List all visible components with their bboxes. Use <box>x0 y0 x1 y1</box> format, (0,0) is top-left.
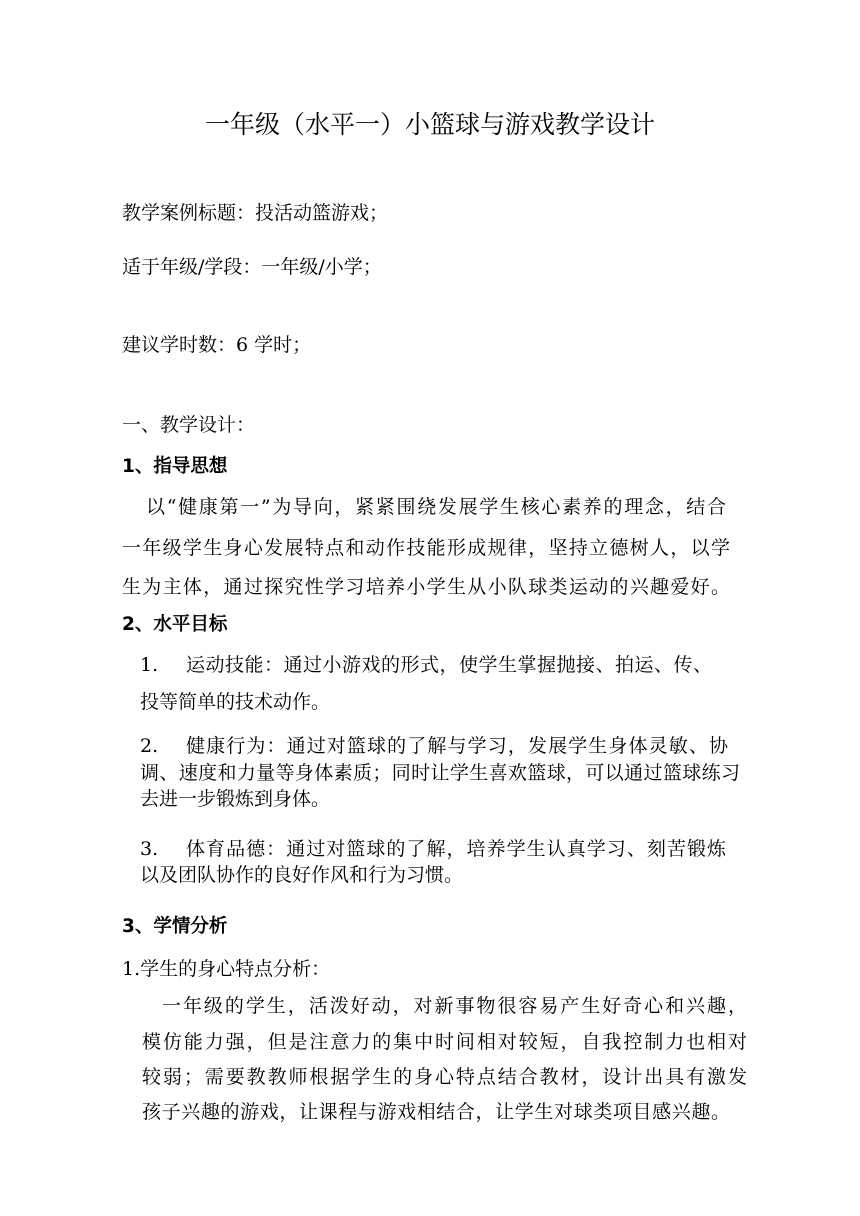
paragraph-line: 一年级学生身心发展特点和动作技能形成规律，坚持立德树人，以学 <box>122 537 730 559</box>
case-title-line: 教学案例标题：投活动篮游戏； <box>122 202 389 224</box>
goal-item-line: 投等简单的技术动作。 <box>140 691 331 713</box>
goal-item-line: 健康行为：通过对篮球的了解与学习，发展学生身体灵敏、协 <box>186 735 728 757</box>
section-heading-teaching-design: 一、教学设计： <box>122 414 256 436</box>
section-heading-level-goals: 2、水平目标 <box>122 614 228 635</box>
paragraph-line: 孩子兴趣的游戏，让课程与游戏相结合，让学生对球类项目感兴趣。 <box>142 1101 730 1123</box>
paragraph-line: 生为主体，通过探究性学习培养小学生从小队球类运动的兴趣爱好。 <box>122 576 730 598</box>
goal-item-line: 运动技能：通过小游戏的形式，使学生掌握抛接、拍运、传、 <box>186 654 712 676</box>
paragraph-line: 以“健康第一”为导向，紧紧围绕发展学生核心素养的理念，结合 <box>146 496 726 518</box>
goal-item-number: 1. <box>140 654 159 676</box>
paragraph-line: 一年级的学生，活泼好动，对新事物很容易产生好奇心和兴趣， <box>162 995 747 1017</box>
hours-line: 建议学时数：6 学时； <box>122 334 312 356</box>
section-heading-learning-analysis: 3、学情分析 <box>122 916 228 937</box>
subheading-student-characteristics: 1.学生的身心特点分析： <box>122 958 331 980</box>
grade-line: 适于年级/学段：一年级/小学； <box>122 256 382 278</box>
goal-item-number: 2. <box>140 735 159 757</box>
paragraph-line: 较弱；需要教教师根据学生的身心特点结合教材，设计出具有激发 <box>142 1066 747 1088</box>
section-heading-guiding-ideology: 1、指导思想 <box>122 456 228 477</box>
goal-item-line: 去进一步锻炼到身体。 <box>140 788 331 810</box>
goal-item-line: 以及团队协作的良好作风和行为习惯。 <box>140 864 464 886</box>
goal-item-line: 调、速度和力量等身体素质；同时让学生喜欢篮球，可以通过篮球练习 <box>140 762 740 784</box>
goal-item-line: 体育品德：通过对篮球的了解，培养学生认真学习、刻苦锻炼 <box>186 838 726 860</box>
paragraph-line: 模仿能力强，但是注意力的集中时间相对较短，自我控制力也相对 <box>142 1031 747 1053</box>
goal-item-number: 3. <box>140 838 159 860</box>
page-title: 一年级（水平一）小篮球与游戏教学设计 <box>204 110 655 139</box>
